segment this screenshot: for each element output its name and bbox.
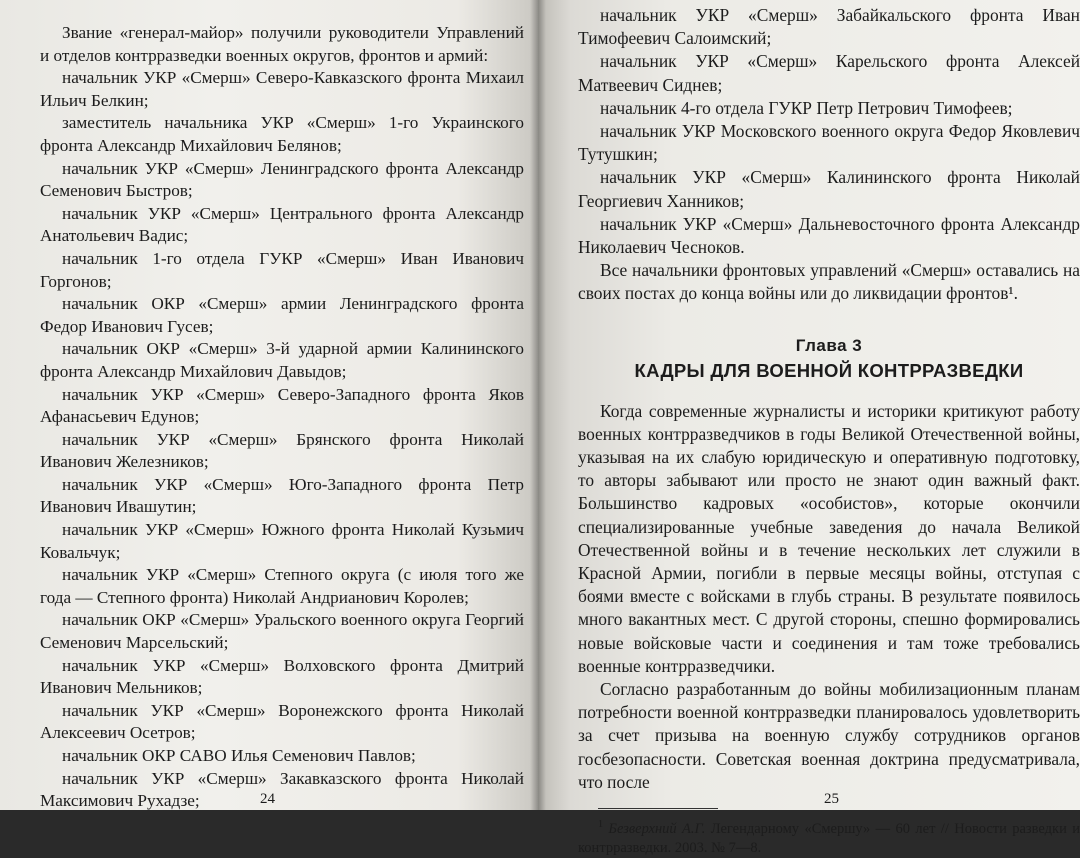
paragraph: Согласно разработанным до войны мобилизационным планам потребности военной контрразведки планировалось удовлетворить за счет призыва на военную службу сотрудников органов госбезопасности. Советская военная доктрина предусматривала, что после [578, 679, 1080, 792]
paragraph: начальник УКР «Смерш» Южного фронта Николай Кузьмич Ковальчук; [40, 520, 524, 562]
paragraph: начальник УКР «Смерш» Юго-Западного фронта Петр Иванович Ивашутин; [40, 474, 524, 517]
paragraph: начальник УКР «Смерш» Степного округа (с июля того же года — Степного фронта) Николай Андрианович Королев; [40, 565, 524, 607]
paragraph: заместитель начальника УКР «Смерш» 1-го Украинского фронта Александр Михайлович Белянов; [40, 113, 524, 155]
footnote-author: Безверхний А.Г. [608, 820, 706, 837]
paragraph: Звание «генерал-майор» получили руководители Управлений и отделов контрразведки военных округов, фронтов и армий: [40, 23, 524, 65]
chapter-title: КАДРЫ ДЛЯ ВОЕННОЙ КОНТРРАЗВЕДКИ [634, 359, 1024, 381]
page-number-left: 24 [260, 791, 275, 807]
chapter-label: Глава 3 [795, 335, 863, 355]
paragraph: начальник ОКР «Смерш» армии Ленинградского фронта Федор Иванович Гусев; [40, 294, 524, 336]
paragraph: начальник УКР «Смерш» Северо-Кавказского фронта Михаил Ильич Белкин; [40, 68, 524, 110]
right-page-list [578, 4, 1080, 306]
paragraph: начальник УКР Московского военного округа Федор Яковлевич Тутушкин; [578, 121, 1080, 165]
paragraph: начальник УКР «Смерш» Калининского фронта Николай Георгиевич Ханников; [578, 167, 1080, 211]
paragraph: начальник УКР «Смерш» Карельского фронта Алексей Матвеевич Сиднев; [578, 51, 1080, 95]
paragraph: начальник 1-го отдела ГУКР «Смерш» Иван Иванович Горгонов; [40, 248, 524, 291]
book-gutter [530, 0, 546, 810]
paragraph: начальник УКР «Смерш» Дальневосточного фронта Александр Николаевич Чесноков. [578, 213, 1080, 258]
paragraph: начальник ОКР «Смерш» 3-й ударной армии Калининского фронта Александр Михайлович Давыдов; [40, 339, 524, 381]
paragraph: начальник УКР «Смерш» Северо-Западного фронта Яков Афанасьевич Едунов; [40, 384, 524, 427]
paragraph: начальник 4-го отдела ГУКР Петр Петрович Тимофеев; [600, 97, 1013, 118]
left-page-text [40, 22, 524, 813]
paragraph: начальник УКР «Смерш» Забайкальского фронта Иван Тимофеевич Салоимский; [578, 5, 1080, 49]
footnote-marker: 1 [598, 819, 603, 831]
paragraph: начальник УКР «Смерш» Ленинградского фронта Александр Семенович Быстров; [40, 158, 524, 201]
chapter-body [578, 400, 1080, 794]
paragraph: начальник УКР «Смерш» Закавказского фронта Николай Максимович Рухадзе; [40, 768, 524, 811]
paragraph: Все начальники фронтовых управлений «Смерш» оставались на своих постах до конца войны или до ликвидации фронтов¹. [578, 260, 1080, 304]
paragraph: начальник УКР «Смерш» Воронежского фронта Николай Алексеевич Осетров; [40, 700, 524, 743]
paragraph: Когда современные журналисты и историки критикуют работу военных контрразведчиков в годы Великой Отечественной войны, указывая на их слабую юридическую и оперативную подготовку, то авторы забывают или просто не знают один важный факт. Большинство кадровых «особистов», которые окончили специализированные учебные заведения до начала Великой Отечественной войны и в течение нескольких лет служили в Красной Армии, погибли в первые месяцы войны, отступая с боями вместе с войсками в глубь страны. В результате появилось много вакантных мест. С другой стороны, спешно формировались новые войсковые части и соединения и там тоже требовались военные контрразведчики. [578, 400, 1080, 676]
paragraph: начальник УКР «Смерш» Брянского фронта Николай Иванович Железников; [40, 429, 524, 472]
paragraph: начальник УКР «Смерш» Центрального фронта Александр Анатольевич Вадис; [40, 203, 524, 246]
paragraph: начальник ОКР «Смерш» Уральского военного округа Георгий Семенович Марсельский; [40, 610, 524, 653]
page-number-right: 25 [824, 791, 839, 807]
right-page [538, 0, 1080, 856]
footnote [578, 815, 1080, 858]
footnote-divider [598, 808, 718, 809]
left-page [0, 0, 538, 810]
paragraph: начальник ОКР САВО Илья Семенович Павлов; [62, 746, 416, 765]
paragraph: начальник УКР «Смерш» Волховского фронта Дмитрий Иванович Мельников; [40, 655, 524, 698]
footnote-text: Легендарному «Смершу» — 60 лет // Новости разведки и контрразведки. 2003. № 7—8. [578, 820, 1080, 856]
